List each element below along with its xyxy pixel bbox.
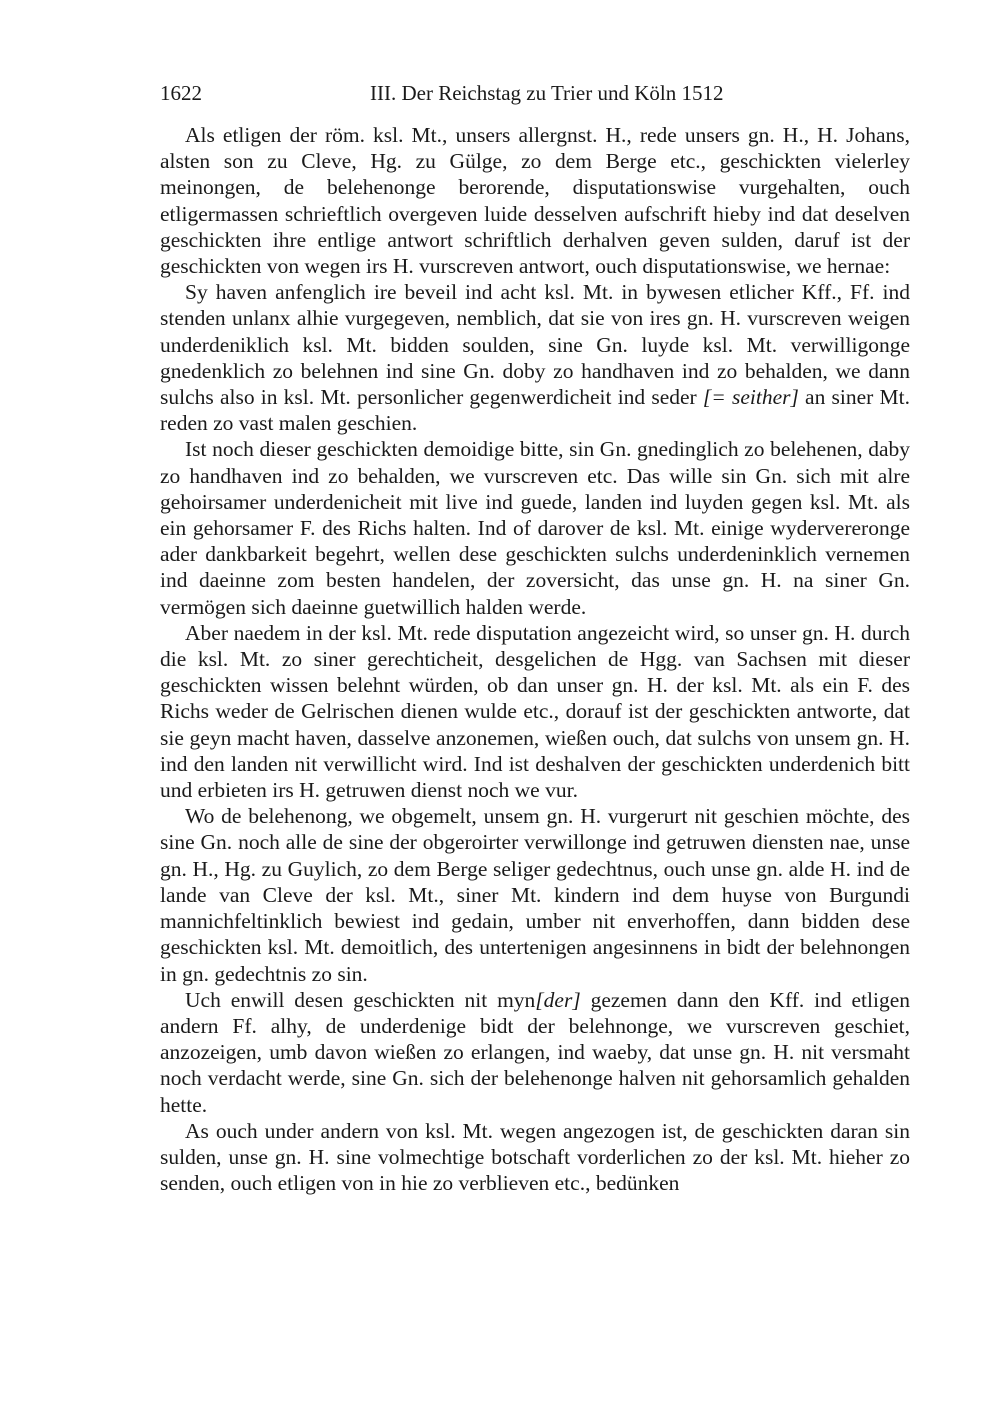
paragraph-text: Aber naedem in der ksl. Mt. rede disputation angezeicht wird, so unser gn. H. durch die ksl. Mt. zo siner gerechticheit, desgelichen de Hgg. van Sachsen mit dieser geschickten wissen belehnt würden, ob dan unser gn. H. der ksl. Mt. als ein F. des Richs weder de Gelrischen dienen wulde etc., dorauf ist der geschickten antworte, dat sie geyn macht haven, dasselve anzonemen, wießen ouch, dat sulchs von unsem gn. H. ind den landen nit verwillicht wird. Ind ist deshalven der geschickten underdenich bitt und erbieten irs H. getruwen dienst noch we vur.	[160, 620, 910, 803]
paragraph-text: Als etligen der röm. ksl. Mt., unsers allergnst. H., rede unsers gn. H., H. Johans, alsten son zu Cleve, Hg. zu Gülge, zo dem Berge etc., geschickten vielerley meinongen, de belehenonge berorende, disputationswise vurgehalten, ouch etligermassen schrieftlich overgeven luide desselven aufschrift hieby ind dat deselven geschickten ihre entlige antwort schriftlich derhalven geven sulden, daruf ist der geschickten von wegen irs H. vurscreven antwort, ouch disputationswise, we hernae:	[160, 123, 910, 279]
paragraph-text: Uch enwill desen geschickten nit myn	[185, 987, 536, 1012]
running-head	[160, 76, 910, 110]
paragraph	[160, 1118, 910, 1197]
paragraph	[160, 436, 910, 619]
editorial-note: [der]	[535, 987, 581, 1012]
document-page	[160, 76, 910, 1196]
paragraph-text: Ist noch dieser geschickten demoidige bitte, sin Gn. gnedinglich zo belehenen, daby zo handhaven ind zo behalden, we vurscreven etc. Das wille sin Gn. sich mit alre gehoirsamer underdenicheit mit live ind guede, landen ind luyden gegen ksl. Mt. als ein gehorsamer F. des Richs halten. Ind of darover de ksl. Mt. einige wydervereronge ader dankbarkeit begehrt, wellen dese geschickten sulchs underdeninklich vernemen ind daeinne zom besten handelen, der zoversicht, das unse gn. H. na siner Gn. vermögen sich daeinne guetwillich halden werde.	[160, 437, 910, 619]
running-title: III. Der Reichstag zu Trier und Köln 1512	[370, 81, 724, 105]
paragraph-text: Sy haven anfenglich ire beveil ind acht ksl. Mt. in bywesen etlicher Kff., Ff. ind stenden unlanx alhie vurgegeven, nemblich, dat sie von ires gn. H. vurscreven weigen underdeniklich ksl. Mt. bidden soulden, sine Gn. luyde ksl. Mt. verwilligonge gnedenklich zo belehnen ind sine Gn. doby zo handhaven ind zo behalden, we dann sulchs also in ksl. Mt. personlicher gegenwerdicheit ind seder	[160, 280, 910, 410]
paragraph	[160, 122, 910, 279]
paragraph	[160, 987, 910, 1118]
body-text	[160, 122, 910, 1196]
paragraph-text: an siner Mt. reden zo vast malen geschien.	[160, 385, 910, 436]
paragraph	[160, 620, 910, 803]
paragraph-text: gezemen dann den Kff. ind etligen andern Ff. alhy, de underdenige bidt der belehnonge, we vurscreven geschiet, anzozeigen, umb davon wießen zo erlangen, ind waeby, dat unse gn. H. nit versmaht noch verdacht werde, sine Gn. sich der belehenonge halven nit gehorsamlich gehalden hette.	[160, 987, 910, 1117]
page-number: 1622	[160, 81, 202, 105]
paragraph	[160, 803, 910, 986]
editorial-note: [= seither]	[702, 385, 799, 410]
paragraph	[160, 279, 910, 436]
paragraph-text: Wo de belehenong, we obgemelt, unsem gn. H. vurgerurt nit geschien möchte, des sine Gn. noch alle de sine der obgeroirter verwillonge ind getruwen diensten nae, unse gn. H., Hg. zu Guylich, zo dem Berge seliger gedechtnus, ouch unse gn. alde H. ind de lande van Cleve der ksl. Mt., siner Mt. kindern ind dem huyse von Burgundi mannichfeltinklich bewiest ind gedain, umber nit enverhoffen, dann bidden dese geschickten ksl. Mt. demoitlich, des untertenigen angesinnens in bidt der belehnongen in gn. gedechtnis zo sin.	[160, 804, 910, 986]
paragraph-text: As ouch under andern von ksl. Mt. wegen angezogen ist, de geschickten daran sin sulden, unse gn. H. sine volmechtige botschaft vorderlichen zo der ksl. Mt. hieher zo senden, ouch etligen von in hie zo verblieven etc., bedünken	[160, 1118, 910, 1196]
